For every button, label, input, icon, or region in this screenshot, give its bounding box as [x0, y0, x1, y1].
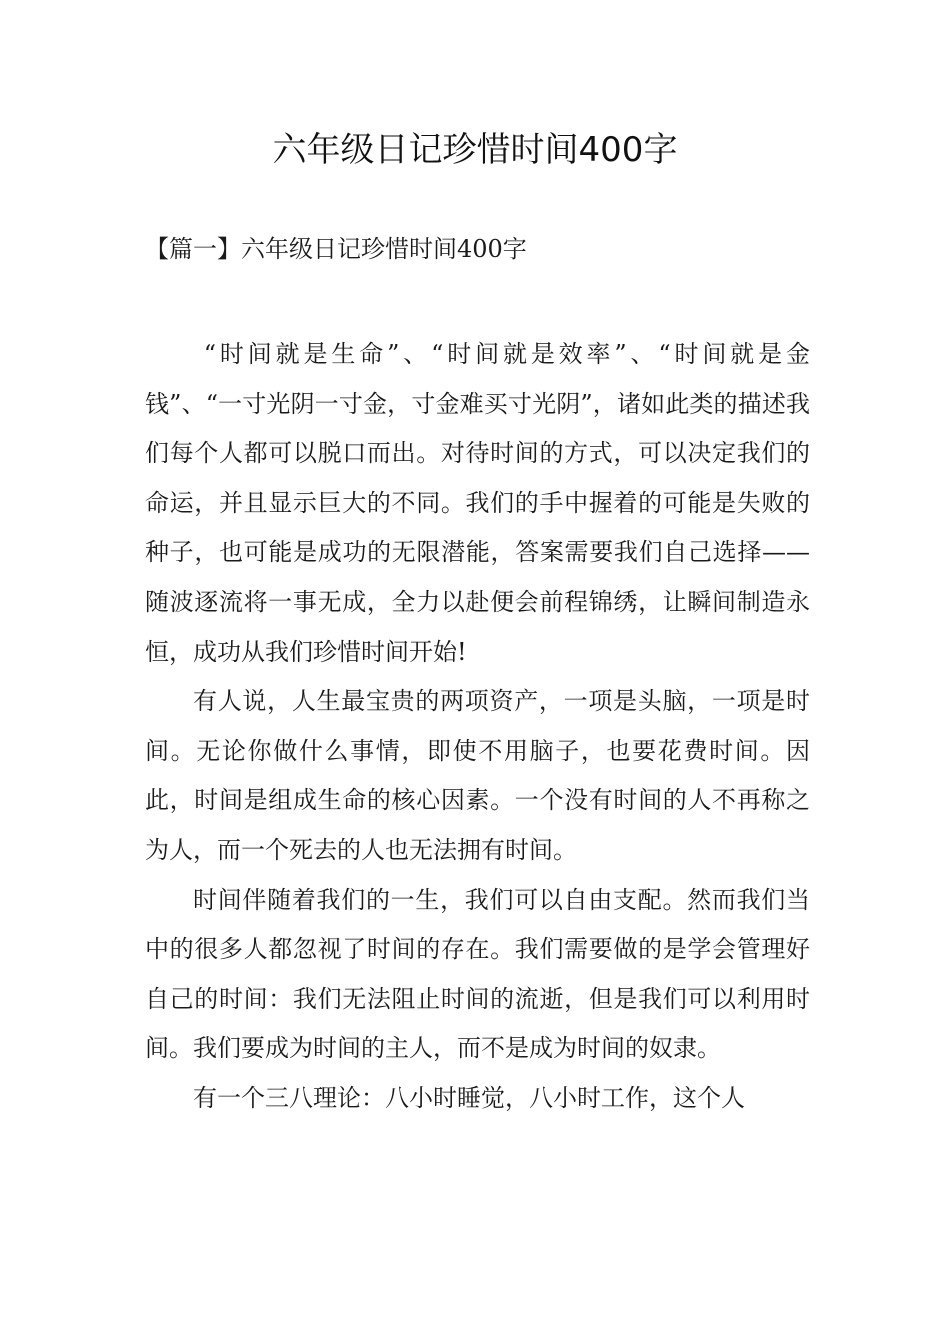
paragraph: 有一个三八理论：八小时睡觉，八小时工作，这个人 — [193, 1083, 745, 1112]
paragraph: 时间伴随着我们的一生，我们可以自由支配。然而我们当中的很多人都忽视了时间的存在。我们需要做的是学会管理好自己的时间：我们无法阻止时间的流逝，但是我们可以利用时间。我们要成为时间的主人，而不是成为时间的奴隶。 — [145, 885, 810, 1063]
paragraph: “时间就是生命”、“时间就是效率”、“时间就是金钱”、“一寸光阴一寸金，寸金难买寸光阴”，诸如此类的描述我们每个人都可以脱口而出。对待时间的方式，可以决定我们的命运，并且显示巨大的不同。我们的手中握着的可能是失败的种子，也可能是成功的无限潜能，答案需要我们自己选择——随波逐流将一事无成，全力以赴便会前程锦绣，让瞬间制造永恒，成功从我们珍惜时间开始! — [145, 340, 810, 666]
section-heading: 【篇一】六年级日记珍惜时间400字 — [145, 235, 527, 263]
paragraph: 有人说，人生最宝贵的两项资产，一项是头脑，一项是时间。无论你做什么事情，即使不用脑子，也要花费时间。因此，时间是组成生命的核心因素。一个没有时间的人不再称之为人，而一个死去的人也无法拥有时间。 — [145, 687, 810, 864]
document-body — [145, 330, 810, 1124]
document-title: 六年级日记珍惜时间400字 — [272, 130, 678, 170]
